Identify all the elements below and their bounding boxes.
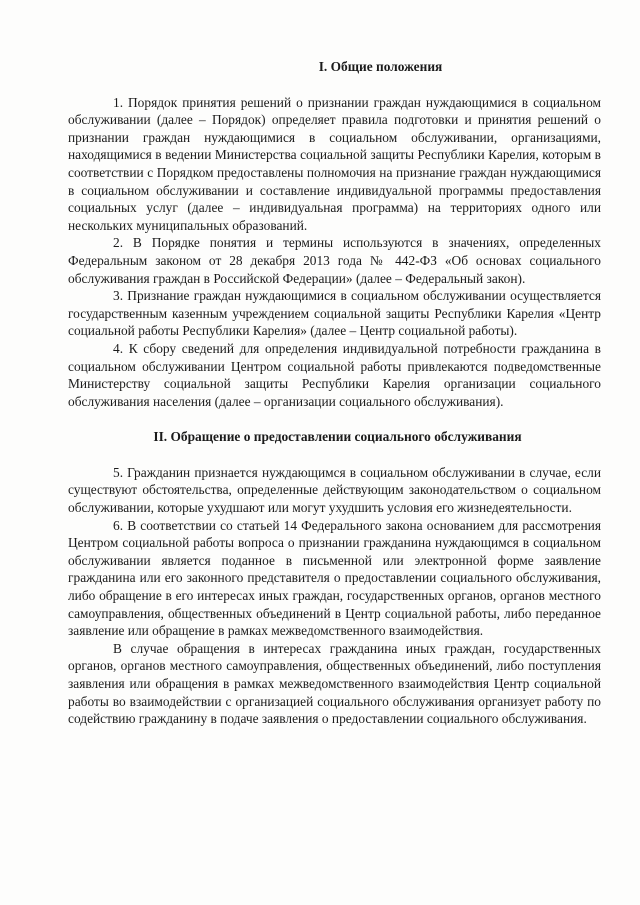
section-heading-application: II. Обращение о предоставлении социального обслуживания	[153, 429, 522, 445]
paragraph-3: 3. Признание граждан нуждающимися в социальном обслуживании осуществляется государственным казенным учреждением социальной защиты Республики Карелия «Центр социальной работы Республики Карелия» (далее – Центр социальной работы).	[68, 288, 601, 339]
paragraph-4: 4. К сбору сведений для определения индивидуальной потребности гражданина в социальном обслуживании Центром социальной работы привлекаются подведомственные Министерству социальной защиты Республики Карелия организации социального обслуживания населения (далее – организации социального обслуживания).	[68, 340, 601, 409]
paragraph-7: В случае обращения в интересах гражданина иных граждан, государственных органов, органов местного самоуправления, общественных объединений, либо поступления заявления или обращения в рамках межведомственного взаимодействия Центр социальной работы во взаимодействии с организацией социального обслуживания организует работу по содействию гражданину в подаче заявления о предоставлении социального обслуживания.	[68, 640, 601, 727]
paragraph-6: 6. В соответствии со статьей 14 Федерального закона основанием для рассмотрения Центром социальной работы вопроса о признании гражданина нуждающимся в социальном обслуживании является поданное в письменной или электронной форме заявление гражданина или его законного представителя о предоставлении социального обслуживания, либо обращение в его интересах иных граждан, государственных органов, органов местного самоуправления, общественных объединений в Центр социальной работы, либо переданное заявление или обращение в рамках межведомственного взаимодействия.	[68, 517, 601, 639]
paragraph-2: 2. В Порядке понятия и термины используются в значениях, определенных Федеральным законом от 28 декабря 2013 года № 442-ФЗ «Об основах социального обслуживания граждан в Российской Федерации» (далее – Федеральный закон).	[68, 235, 601, 286]
paragraph-5: 5. Гражданин признается нуждающимся в социальном обслуживании в случае, если существуют обстоятельства, определенные действующим законодательством о социальном обслуживании, которые ухудшают или могут ухудшить условия его жизнедеятельности.	[68, 464, 601, 516]
paragraph-1: 1. Порядок принятия решений о признании граждан нуждающимися в социальном обслуживании (далее – Порядок) определяет правила подготовки и принятия решений о признании граждан нуждающимися в социальном обслуживании, организациями, находящимися в ведении Министерства социальной защиты Республики Карелия, которым в соответствии с Порядком предоставлены полномочия на признание граждан нуждающимися в социальном обслуживании и составление индивидуальной программы предоставления социальных услуг (далее – индивидуальная программа) на территориях одного или нескольких муниципальных образований.	[68, 94, 601, 233]
document-body	[68, 58, 601, 728]
section-heading-general-provisions: I. Общие положения	[318, 59, 443, 74]
